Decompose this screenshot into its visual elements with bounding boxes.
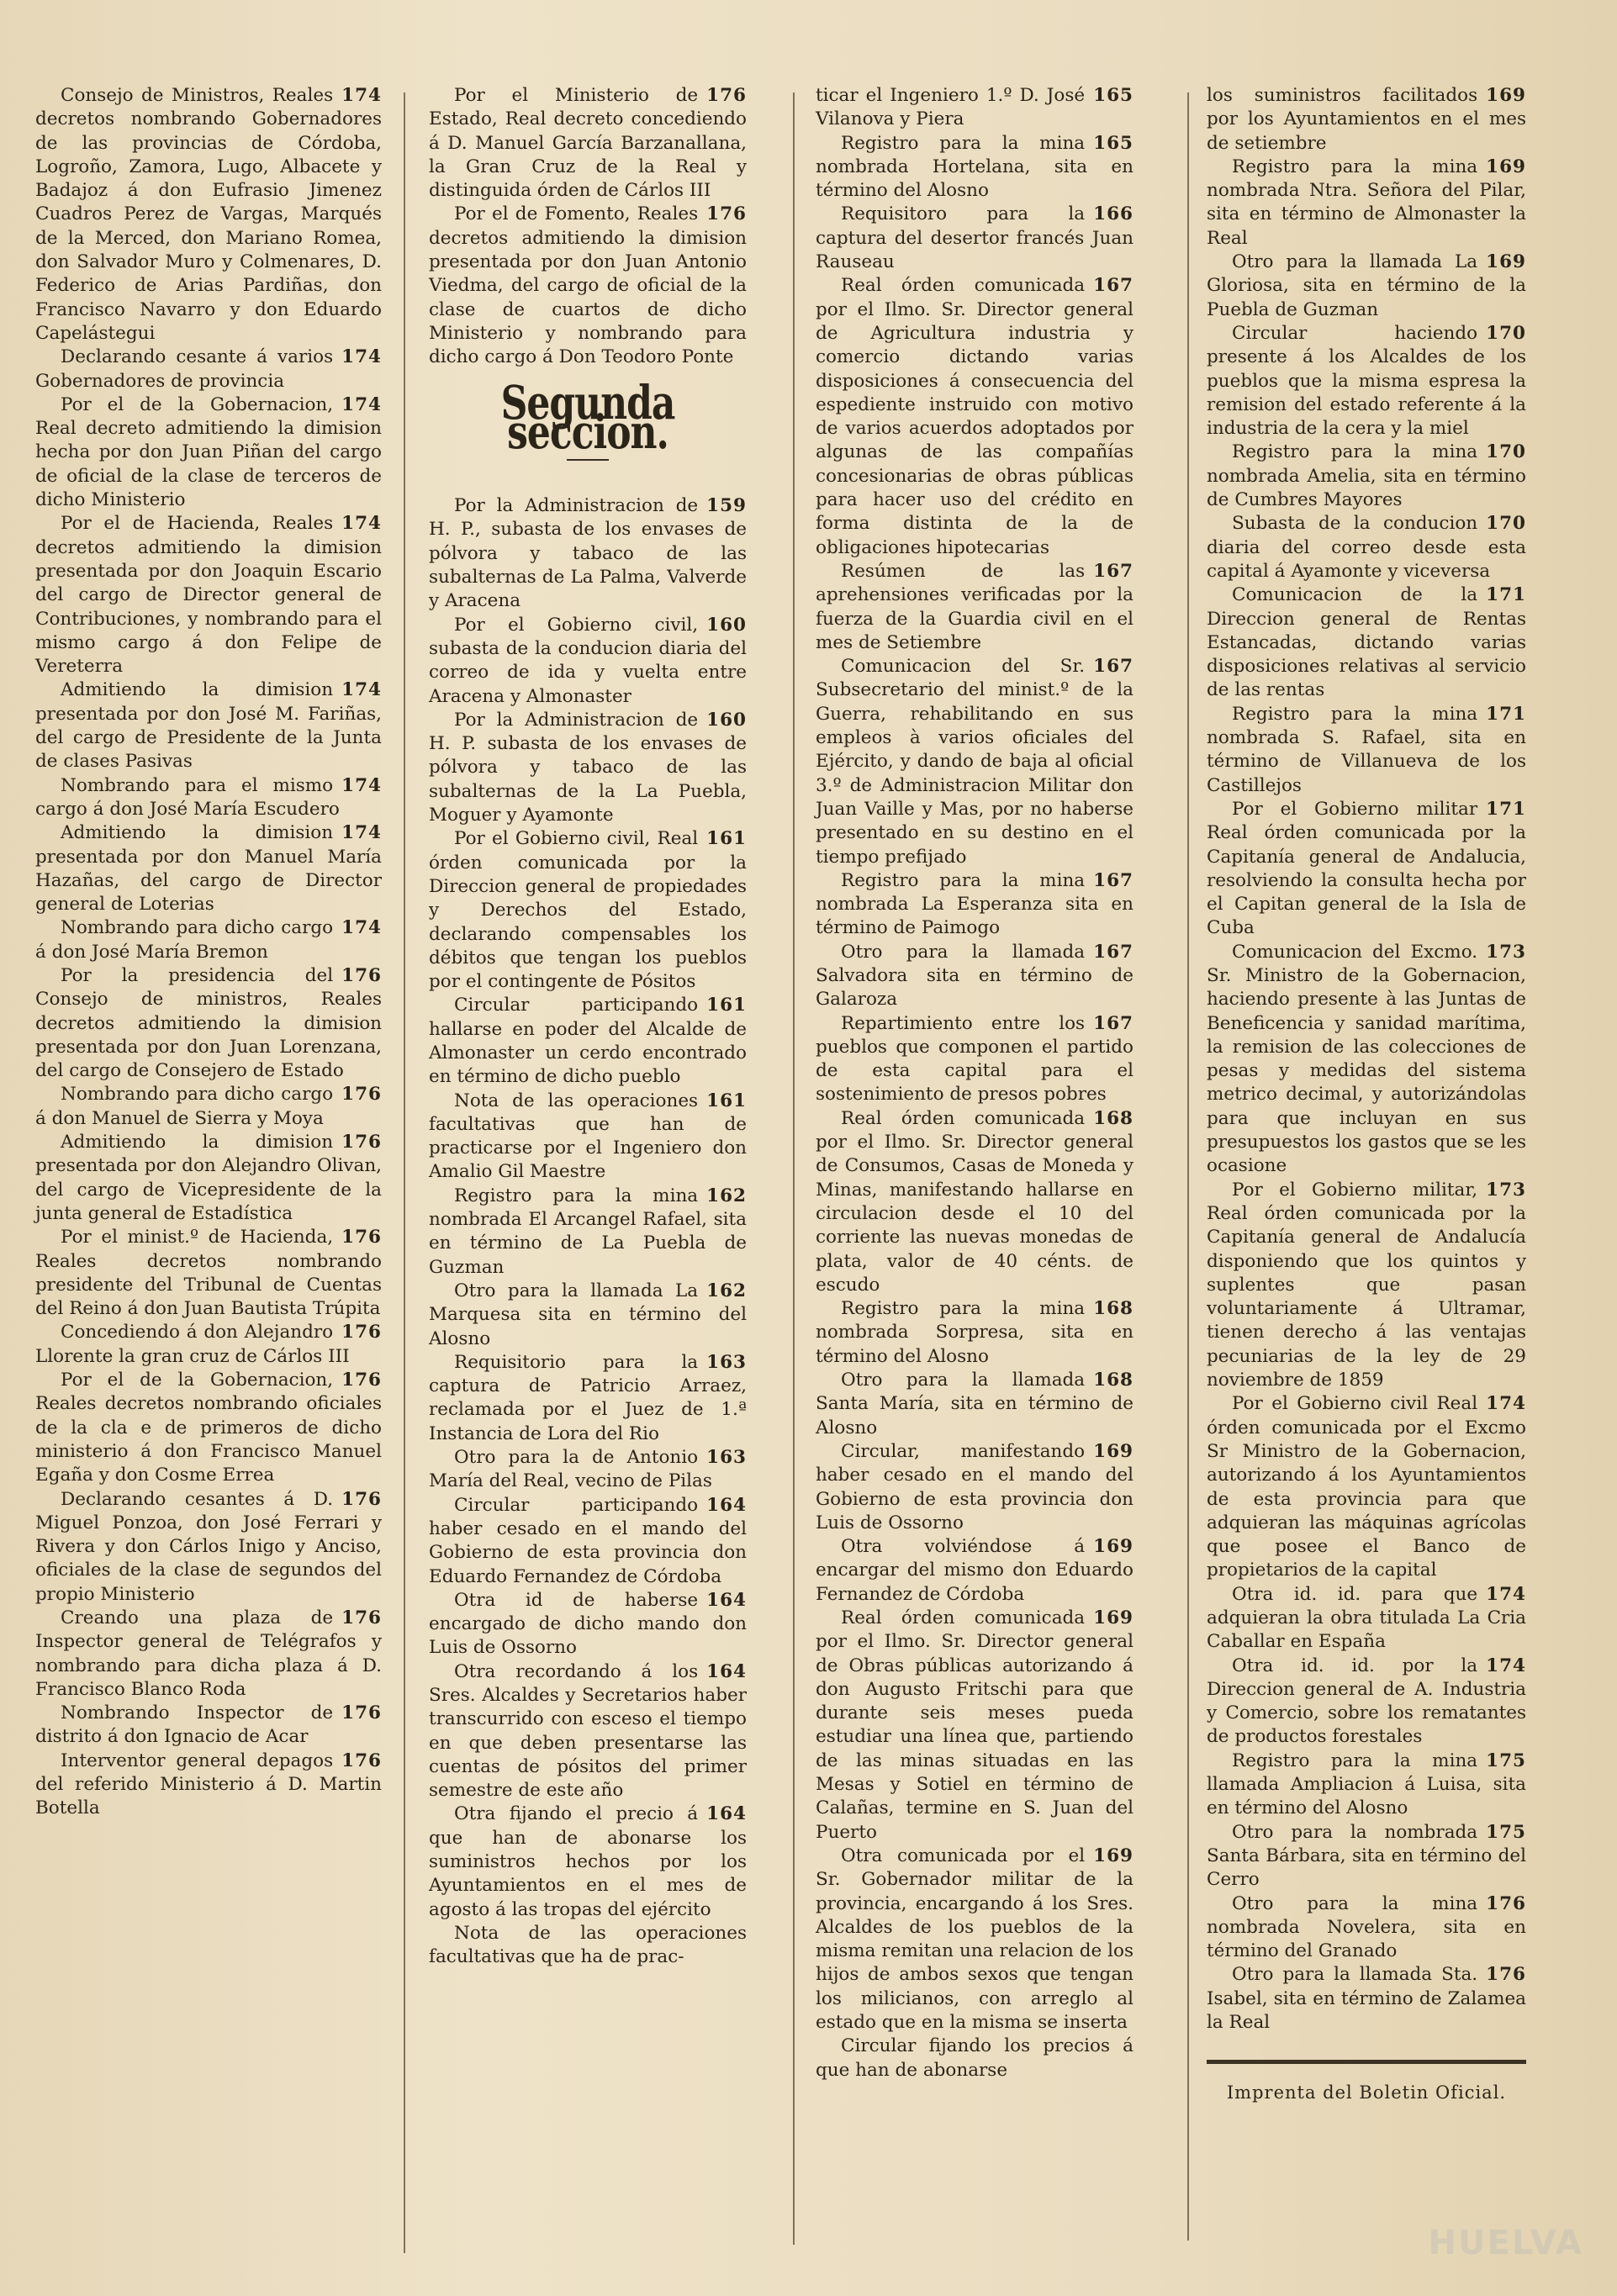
index-entry (429, 1185, 747, 1280)
page-number: 165 (1093, 85, 1133, 106)
index-entry (1207, 156, 1526, 251)
index-entry (35, 393, 382, 512)
entry-text: Circular fijando los precios á que han de abonarse (816, 2035, 1133, 2081)
page-number: 164 (706, 1589, 747, 1611)
entry-text: Comunicacion de la Direccion general de Rentas Estancadas, dictando varias disposiciones relativas al servicio de las rentas (1207, 584, 1526, 701)
index-entry (1207, 251, 1526, 322)
page-number: 174 (341, 917, 382, 939)
index-entry (1207, 441, 1526, 512)
page-number: 176 (341, 1750, 382, 1771)
entry-text: Por el de la Gobernacion, Real decreto admitiendo la dimision hecha por don Juan Piñan del cargo de oficial de la clase de terceros de dicho Ministerio (35, 393, 382, 511)
index-entry (816, 869, 1133, 941)
page-number: 169 (1486, 156, 1526, 177)
index-entry (35, 346, 382, 393)
imprint-rule (1207, 2060, 1526, 2064)
page-number: 174 (341, 513, 382, 535)
index-entry (1207, 1750, 1526, 1821)
index-entry (816, 84, 1133, 132)
index-entry (429, 203, 747, 369)
entry-text: Declarando cesantes á D. Miguel Ponzoa, don José Ferrari y Rivera y don Cárlos Inigo y Anciso, oficiales de la clase de segundos del propio Ministerio (35, 1488, 382, 1605)
entry-text: Otro para la llamada Salvadora sita en término de Galaroza (816, 941, 1133, 1011)
entry-text: Por la Administracion de H. P. subasta de los envases de pólvora y tabaco de las subalternas de la La Puebla, Moguer y Ayamonte (429, 709, 747, 826)
index-entry (1207, 1821, 1526, 1892)
page-number: 168 (1093, 1370, 1133, 1391)
page-number: 166 (1093, 203, 1133, 225)
entry-text: Real órden comunicada por el Ilmo. Sr. Director general de Consumos, Casas de Moneda y Minas, manifestando hallarse en circulacion desde el 10 del corriente las nuevas monedas de plata, valor de 40 cénts. de escudo (816, 1107, 1133, 1296)
index-entry (429, 994, 747, 1089)
index-entry (429, 709, 747, 827)
index-entry (35, 1083, 382, 1131)
index-entry (429, 1802, 747, 1921)
page-number: 170 (1486, 513, 1526, 535)
entry-text: Real órden comunicada por el Ilmo. Sr. Director general de Agricultura industria y comercio dictando varias disposiciones á consecuencia del espediente instruido con motivo de varios acuerdos adoptados por algunas de las compañías concesionarias de obras públicas para hacer uso del crédito en forma distinta de la de obligaciones hipotecarias (816, 275, 1133, 558)
index-entry (816, 2035, 1133, 2082)
entry-text: Otro para la llamada Sta. Isabel, sita en término de Zalamea la Real (1207, 1964, 1526, 2034)
page-number: 174 (341, 774, 382, 796)
page-number: 160 (706, 614, 747, 636)
entry-text: Otro para la mina nombrada Novelera, sita en término del Granado (1207, 1892, 1526, 1962)
index-entry (35, 1131, 382, 1226)
page-number: 176 (341, 1702, 382, 1724)
entry-text: Declarando cesante á varios Gobernadores de provincia (35, 346, 334, 392)
page-number: 174 (1486, 1393, 1526, 1415)
entry-text: Requisitorio para la captura de Patricio Arraez, reclamada por el Juez de 1.ª Instancia de Lora del Rio (429, 1351, 747, 1444)
index-entry (429, 1090, 747, 1185)
entry-text: Circular haciendo presente á los Alcaldes de los pueblos que la misma espresa la remision del estado referente á la industria de la cera y la miel (1207, 322, 1526, 440)
page-number: 174 (341, 822, 382, 844)
entry-text: Por el de la Gobernacion, Reales decretos nombrando oficiales de la cla e de primeros de dicho ministerio á don Francisco Manuel Egaña y don Cosme Errea (35, 1370, 382, 1486)
entry-text: Interventor general depagos del referido Ministerio á D. Martin Botella (35, 1750, 382, 1819)
entry-text: Nota de las operaciones facultativas que han de practicarse por el Ingeniero don Amalio Gil Maestre (429, 1090, 747, 1183)
page-number: 168 (1093, 1298, 1133, 1320)
index-entry (816, 1012, 1133, 1107)
page-number: 174 (341, 346, 382, 368)
entry-text: Requisitoro para la captura del desertor francés Juan Rauseau (816, 203, 1133, 273)
index-entry (429, 1494, 747, 1589)
entry-text: Otra recordando á los Sres. Alcaldes y Secretarios haber transcurrido con esceso el tiempo en que deben presentarse las cuentas de pósitos del primer semestre de este año (429, 1660, 747, 1802)
column-rule (404, 92, 405, 2253)
section-heading: Segunda seccion. (500, 376, 675, 460)
page-number: 167 (1093, 560, 1133, 582)
entry-text: Nombrando para el mismo cargo á don José María Escudero (35, 774, 340, 820)
entry-text: Consejo de Ministros, Reales decretos nombrando Gobernadores de las provincias de Córdoba, Logroño, Zamora, Lugo, Albacete y Badajoz á don Eufrasio Jimenez Cuadros Perez de Vargas, Marqués de la Merced, don Mariano Romea, don Salvador Muro y Colmenares, D. Federico de Arias Pardiñas, don Francisco Navarro y don Eduardo Capelástegui (35, 85, 382, 344)
page-number: 161 (706, 1090, 747, 1111)
page-number: 176 (341, 964, 382, 986)
index-entry (35, 512, 382, 678)
index-entry (816, 1845, 1133, 2035)
entry-text: Por el Gobierno militar Real órden comunicada por la Capitanía general de Andalucia, resolviendo la consulta hecha por el Capitan general de la Isla de Cuba (1207, 798, 1526, 939)
entry-text: Repartimiento entre los pueblos que componen el partido de esta capital para el sostenimiento de presos pobres (816, 1012, 1133, 1106)
entry-text: Por el Gobierno militar, Real órden comunicada por la Capitanía general de Andalucía disponiendo que los quintos y suplentes que pasan voluntariamente á Ultramar, tienen derecho á las ventajas pecuniarias de la ley de 29 noviembre de 1859 (1207, 1179, 1526, 1391)
page-number: 173 (1486, 941, 1526, 963)
index-entry (816, 1297, 1133, 1369)
entry-text: Nombrando para dicho cargo á don Manuel de Sierra y Moya (35, 1084, 334, 1129)
page-number: 176 (1486, 1892, 1526, 1914)
index-entry (816, 1440, 1133, 1535)
entry-text: los suministros facilitados por los Ayuntamientos en el mes de setiembre (1207, 85, 1526, 154)
page-number: 174 (1486, 1655, 1526, 1676)
entry-text: Por el Gobierno civil Real órden comunicada por el Excmo Sr Ministro de la Gobernacion, autorizando á los Ayuntamientos de esta provincia para que adquieran las máquinas agrícolas que posee el Banco de propietarios de la capital (1207, 1393, 1526, 1581)
index-column-1 (35, 84, 382, 1821)
index-entry (1207, 703, 1526, 798)
page-number: 163 (706, 1351, 747, 1373)
page-number: 176 (341, 1607, 382, 1628)
entry-text: Comunicacion del Excmo. Sr. Ministro de la Gobernacion, haciendo presente à las Juntas de Beneficencia y sanidad marítima, la remision de las colecciones de pesas y medidas del sistema metrico decimal, y autorizándolas para que incluyan en sus presupuestos los gastos que se les ocasione (1207, 941, 1526, 1177)
index-entry (816, 1607, 1133, 1845)
index-entry (816, 1535, 1133, 1607)
column-rule (793, 92, 795, 2245)
page-number: 176 (706, 203, 747, 225)
entry-text: Por el de Fomento, Reales decretos admitiendo la dimision presentada por don Juan Antonio Viedma, del cargo de oficial de la clase de cuartos de dicho Ministerio y nombrando para dicho cargo á Don Teodoro Ponte (429, 203, 747, 368)
page-number: 167 (1093, 869, 1133, 891)
page-number: 169 (1093, 1440, 1133, 1462)
index-column-3 (816, 84, 1133, 2082)
entry-text: Concediendo á don Alejandro Llorente la gran cruz de Cárlos III (35, 1322, 350, 1367)
index-entry (35, 916, 382, 964)
index-entry (35, 678, 382, 773)
index-entry (1207, 1392, 1526, 1582)
column-rule (1187, 92, 1189, 2241)
index-entry (429, 614, 747, 709)
index-entry (429, 827, 747, 994)
page-number: 174 (341, 679, 382, 701)
entry-text: Registro para la mina nombrada Ntra. Señora del Pilar, sita en término de Almonaster la Real (1207, 156, 1526, 249)
entry-text: Otro para la llamada La Gloriosa, sita en término de la Puebla de Guzman (1207, 251, 1526, 320)
index-entry (429, 1660, 747, 1803)
page-number: 176 (341, 1084, 382, 1106)
entry-text: Comunicacion del Sr. Subsecretario del minist.º de la Guerra, rehabilitando en sus empleos à varios oficiales del Ejército, y dando de baja al oficial 3.º de Administracion Militar don Juan Vaille y Mas, por no haberse presentado en su destino en el tiempo prefijado (816, 656, 1133, 868)
page-number: 170 (1486, 322, 1526, 344)
index-entry (429, 1922, 747, 1970)
index-entry (1207, 84, 1526, 156)
index-column-4 (1207, 84, 1526, 2105)
index-entry (1207, 1583, 1526, 1655)
index-entry (429, 494, 747, 613)
entry-text: Real órden comunicada por el Ilmo. Sr. Director general de Obras públicas autorizando á don Augusto Fritschi para que durante seis meses pueda estudiar una línea que, partiendo de las minas situadas en las Mesas y Sotiel en término de Calañas, termine en S. Juan del Puerto (816, 1607, 1133, 1843)
page-number: 174 (341, 85, 382, 106)
entry-text: Circular participando haber cesado en el mando del Gobierno de esta provincia don Eduardo Fernandez de Córdoba (429, 1494, 747, 1587)
entry-text: Por la Administracion de H. P., subasta de los envases de pólvora y tabaco de las subalternas de La Palma, Valverde y Aracena (429, 495, 747, 612)
entry-text: Otro para la llamada La Marquesa sita en término del Alosno (429, 1280, 747, 1349)
page-number: 167 (1093, 941, 1133, 963)
page-number: 175 (1486, 1750, 1526, 1771)
page-number: 171 (1486, 584, 1526, 606)
entry-text: Otro para la nombrada Santa Bárbara, sita en término del Cerro (1207, 1821, 1526, 1891)
page-number: 164 (706, 1494, 747, 1516)
entry-text: Otra comunicada por el Sr. Gobernador militar de la provincia, encargando á los Sres. Alcaldes de los pueblos de la misma remitan una relacion de los hijos de ambos sexos que tengan los milicianos, con arreglo al estado que en la misma se inserta (816, 1845, 1133, 2034)
page-number: 176 (341, 1227, 382, 1248)
page-number: 162 (706, 1185, 747, 1206)
entry-text: ticar el Ingeniero 1.º D. José Vilanova y Piera (816, 85, 1086, 130)
index-column-2 (429, 84, 747, 1970)
entry-text: Registro para la mina nombrada Hortelana, sita en término del Alosno (816, 132, 1133, 202)
entry-text: Admitiendo la dimision presentada por don Alejandro Olivan, del cargo de Vicepresidente de la junta general de Estadística (35, 1132, 382, 1224)
entry-text: Admitiendo la dimision presentada por don José M. Fariñas, del cargo de Presidente de la Junta de clases Pasivas (35, 679, 382, 773)
index-entry (429, 1280, 747, 1351)
index-entry (816, 1369, 1133, 1440)
page-number: 174 (341, 393, 382, 415)
entry-text: Circular participando hallarse en poder del Alcalde de Almonaster un cerdo encontrado en término de dicho pueblo (429, 995, 747, 1088)
index-entry (1207, 1179, 1526, 1393)
page-number: 176 (341, 1488, 382, 1510)
index-entry (816, 132, 1133, 203)
index-entry (35, 1369, 382, 1487)
index-entry (1207, 1892, 1526, 1964)
entry-text: Por el Ministerio de Estado, Real decreto concediendo á D. Manuel García Barzanallana, la Gran Cruz de la Real y distinguida órden de Cárlos III (429, 85, 747, 202)
index-entry (1207, 1963, 1526, 2035)
page-number: 169 (1486, 251, 1526, 273)
page-number: 165 (1093, 132, 1133, 154)
index-entry (1207, 322, 1526, 441)
entry-text: Otro para la llamada Santa María, sita en término de Alosno (816, 1370, 1133, 1438)
page-number: 169 (1093, 1845, 1133, 1866)
index-entry (35, 1226, 382, 1321)
entry-text: Por el Gobierno civil, subasta de la conducion diaria del correo de ida y vuelta entre Aracena y Almonaster (429, 614, 747, 707)
entry-text: Por el minist.º de Hacienda, Reales decretos nombrando presidente del Tribunal de Cuentas del Reino á don Juan Bautista Trúpita (35, 1227, 382, 1320)
entry-text: Nota de las operaciones facultativas que ha de prac- (429, 1922, 747, 1968)
index-entry (35, 84, 382, 346)
page-number: 176 (1486, 1964, 1526, 1986)
page-number: 176 (706, 85, 747, 106)
page-number: 162 (706, 1280, 747, 1301)
entry-text: Nombrando para dicho cargo á don José María Bremon (35, 917, 334, 963)
index-entry (35, 964, 382, 1083)
page-number: 164 (706, 1803, 747, 1825)
index-entry (35, 1702, 382, 1750)
page-number: 167 (1093, 1012, 1133, 1034)
page-number: 161 (706, 828, 747, 850)
entry-text: Subasta de la conducion diaria del correo desde esta capital á Ayamonte y viceversa (1207, 513, 1526, 582)
index-entry (35, 1607, 382, 1702)
page-number: 167 (1093, 656, 1133, 678)
index-column-4-entries (1207, 84, 1526, 2035)
page-number: 176 (341, 1370, 382, 1391)
index-entry (816, 274, 1133, 560)
imprint-line: Imprenta del Boletin Oficial. (1226, 2082, 1507, 2103)
index-entry (816, 203, 1133, 274)
index-entry (1207, 941, 1526, 1179)
index-entry (35, 1321, 382, 1369)
entry-text: Otra id. id. para que adquieran la obra titulada La Cria Caballar en España (1207, 1583, 1526, 1653)
index-entry (35, 774, 382, 822)
page-number: 168 (1093, 1107, 1133, 1129)
entry-text: Por el de Hacienda, Reales decretos admitiendo la dimision presentada por don Joaquin Escario del cargo de Director general de Contribuciones, y nombrando para el mismo cargo á don Felipe de Vereterra (35, 513, 382, 678)
entry-text: Registro para la mina llamada Ampliacion á Luisa, sita en término del Alosno (1207, 1750, 1526, 1819)
entry-text: Otra id de haberse encargado de dicho mando don Luis de Ossorno (429, 1589, 747, 1659)
entry-text: Por el Gobierno civil, Real órden comunicada por la Direccion general de propiedades y Derechos del Estado, declarando compensables los débitos que tengan los pueblos por el contingente de Pósitos (429, 828, 747, 993)
page-number: 173 (1486, 1179, 1526, 1201)
entry-text: Otra id. id. por la Direccion general de A. Industria y Comercio, sobre los rematantes de productos forestales (1207, 1655, 1526, 1748)
page-number: 171 (1486, 798, 1526, 820)
library-watermark: HUELVA (1428, 2224, 1583, 2262)
page-number: 167 (1093, 275, 1133, 297)
index-entry (429, 84, 747, 203)
entry-text: Registro para la mina nombrada El Arcangel Rafael, sita en término de La Puebla de Guzman (429, 1185, 747, 1278)
index-entry (1207, 512, 1526, 583)
index-entry (429, 1351, 747, 1446)
entry-text: Resúmen de las aprehensiones verificadas por la fuerza de la Guardia civil en el mes de Setiembre (816, 560, 1133, 653)
index-entry (816, 560, 1133, 655)
entry-text: Registro para la mina nombrada Sorpresa, sita en término del Alosno (816, 1298, 1133, 1367)
entry-text: Registro para la mina nombrada Amelia, sita en término de Cumbres Mayores (1207, 441, 1526, 511)
page-number: 170 (1486, 441, 1526, 463)
index-entry (429, 1446, 747, 1494)
page-number: 169 (1093, 1607, 1133, 1628)
entry-text: Registro para la mina nombrada La Esperanza sita en término de Paimogo (816, 869, 1133, 939)
index-entry (1207, 798, 1526, 941)
index-entry (816, 655, 1133, 869)
page-number: 176 (341, 1322, 382, 1343)
page-number: 175 (1486, 1821, 1526, 1843)
index-entry (816, 941, 1133, 1012)
index-entry (35, 1488, 382, 1607)
entry-text: Creando una plaza de Inspector general de Telégrafos y nombrando para dicha plaza á D. Francisco Blanco Roda (35, 1607, 382, 1700)
page-number: 171 (1486, 703, 1526, 725)
index-entry (816, 1107, 1133, 1297)
page-number: 169 (1093, 1536, 1133, 1558)
page-number: 176 (341, 1132, 382, 1153)
page-number: 164 (706, 1660, 747, 1682)
index-entry (1207, 583, 1526, 702)
entry-text: Circular, manifestando haber cesado en el mando del Gobierno de esta provincia don Luis de Ossorno (816, 1440, 1133, 1533)
index-entry (35, 1750, 382, 1821)
entry-text: Por la presidencia del Consejo de ministros, Reales decretos admitiendo la dimision presentada por don Juan Lorenzana, del cargo de Consejero de Estado (35, 964, 382, 1082)
entry-text: Admitiendo la dimision presentada por don Manuel María Hazañas, del cargo de Director general de Loterias (35, 822, 382, 916)
page-number: 159 (706, 495, 747, 517)
page-number: 160 (706, 709, 747, 731)
index-entry (35, 821, 382, 916)
entry-text: Otra volviéndose á encargar del mismo don Eduardo Fernandez de Córdoba (816, 1536, 1133, 1605)
index-entry (1207, 1655, 1526, 1750)
entry-text: Otra fijando el precio á que han de abonarse los suministros hechos por los Ayuntamientos en el mes de agosto á las tropas del ejército (429, 1803, 747, 1920)
entry-text: Nombrando Inspector de distrito á don Ignacio de Acar (35, 1702, 334, 1748)
entry-text: Otro para la de Antonio María del Real, vecino de Pilas (429, 1447, 712, 1492)
page-number: 163 (706, 1447, 747, 1469)
entry-text: Registro para la mina nombrada S. Rafael, sita en término de Villanueva de los Castillejos (1207, 703, 1526, 796)
index-entry (429, 1589, 747, 1660)
page-number: 174 (1486, 1583, 1526, 1605)
page-number: 169 (1486, 85, 1526, 106)
page-number: 161 (706, 995, 747, 1016)
